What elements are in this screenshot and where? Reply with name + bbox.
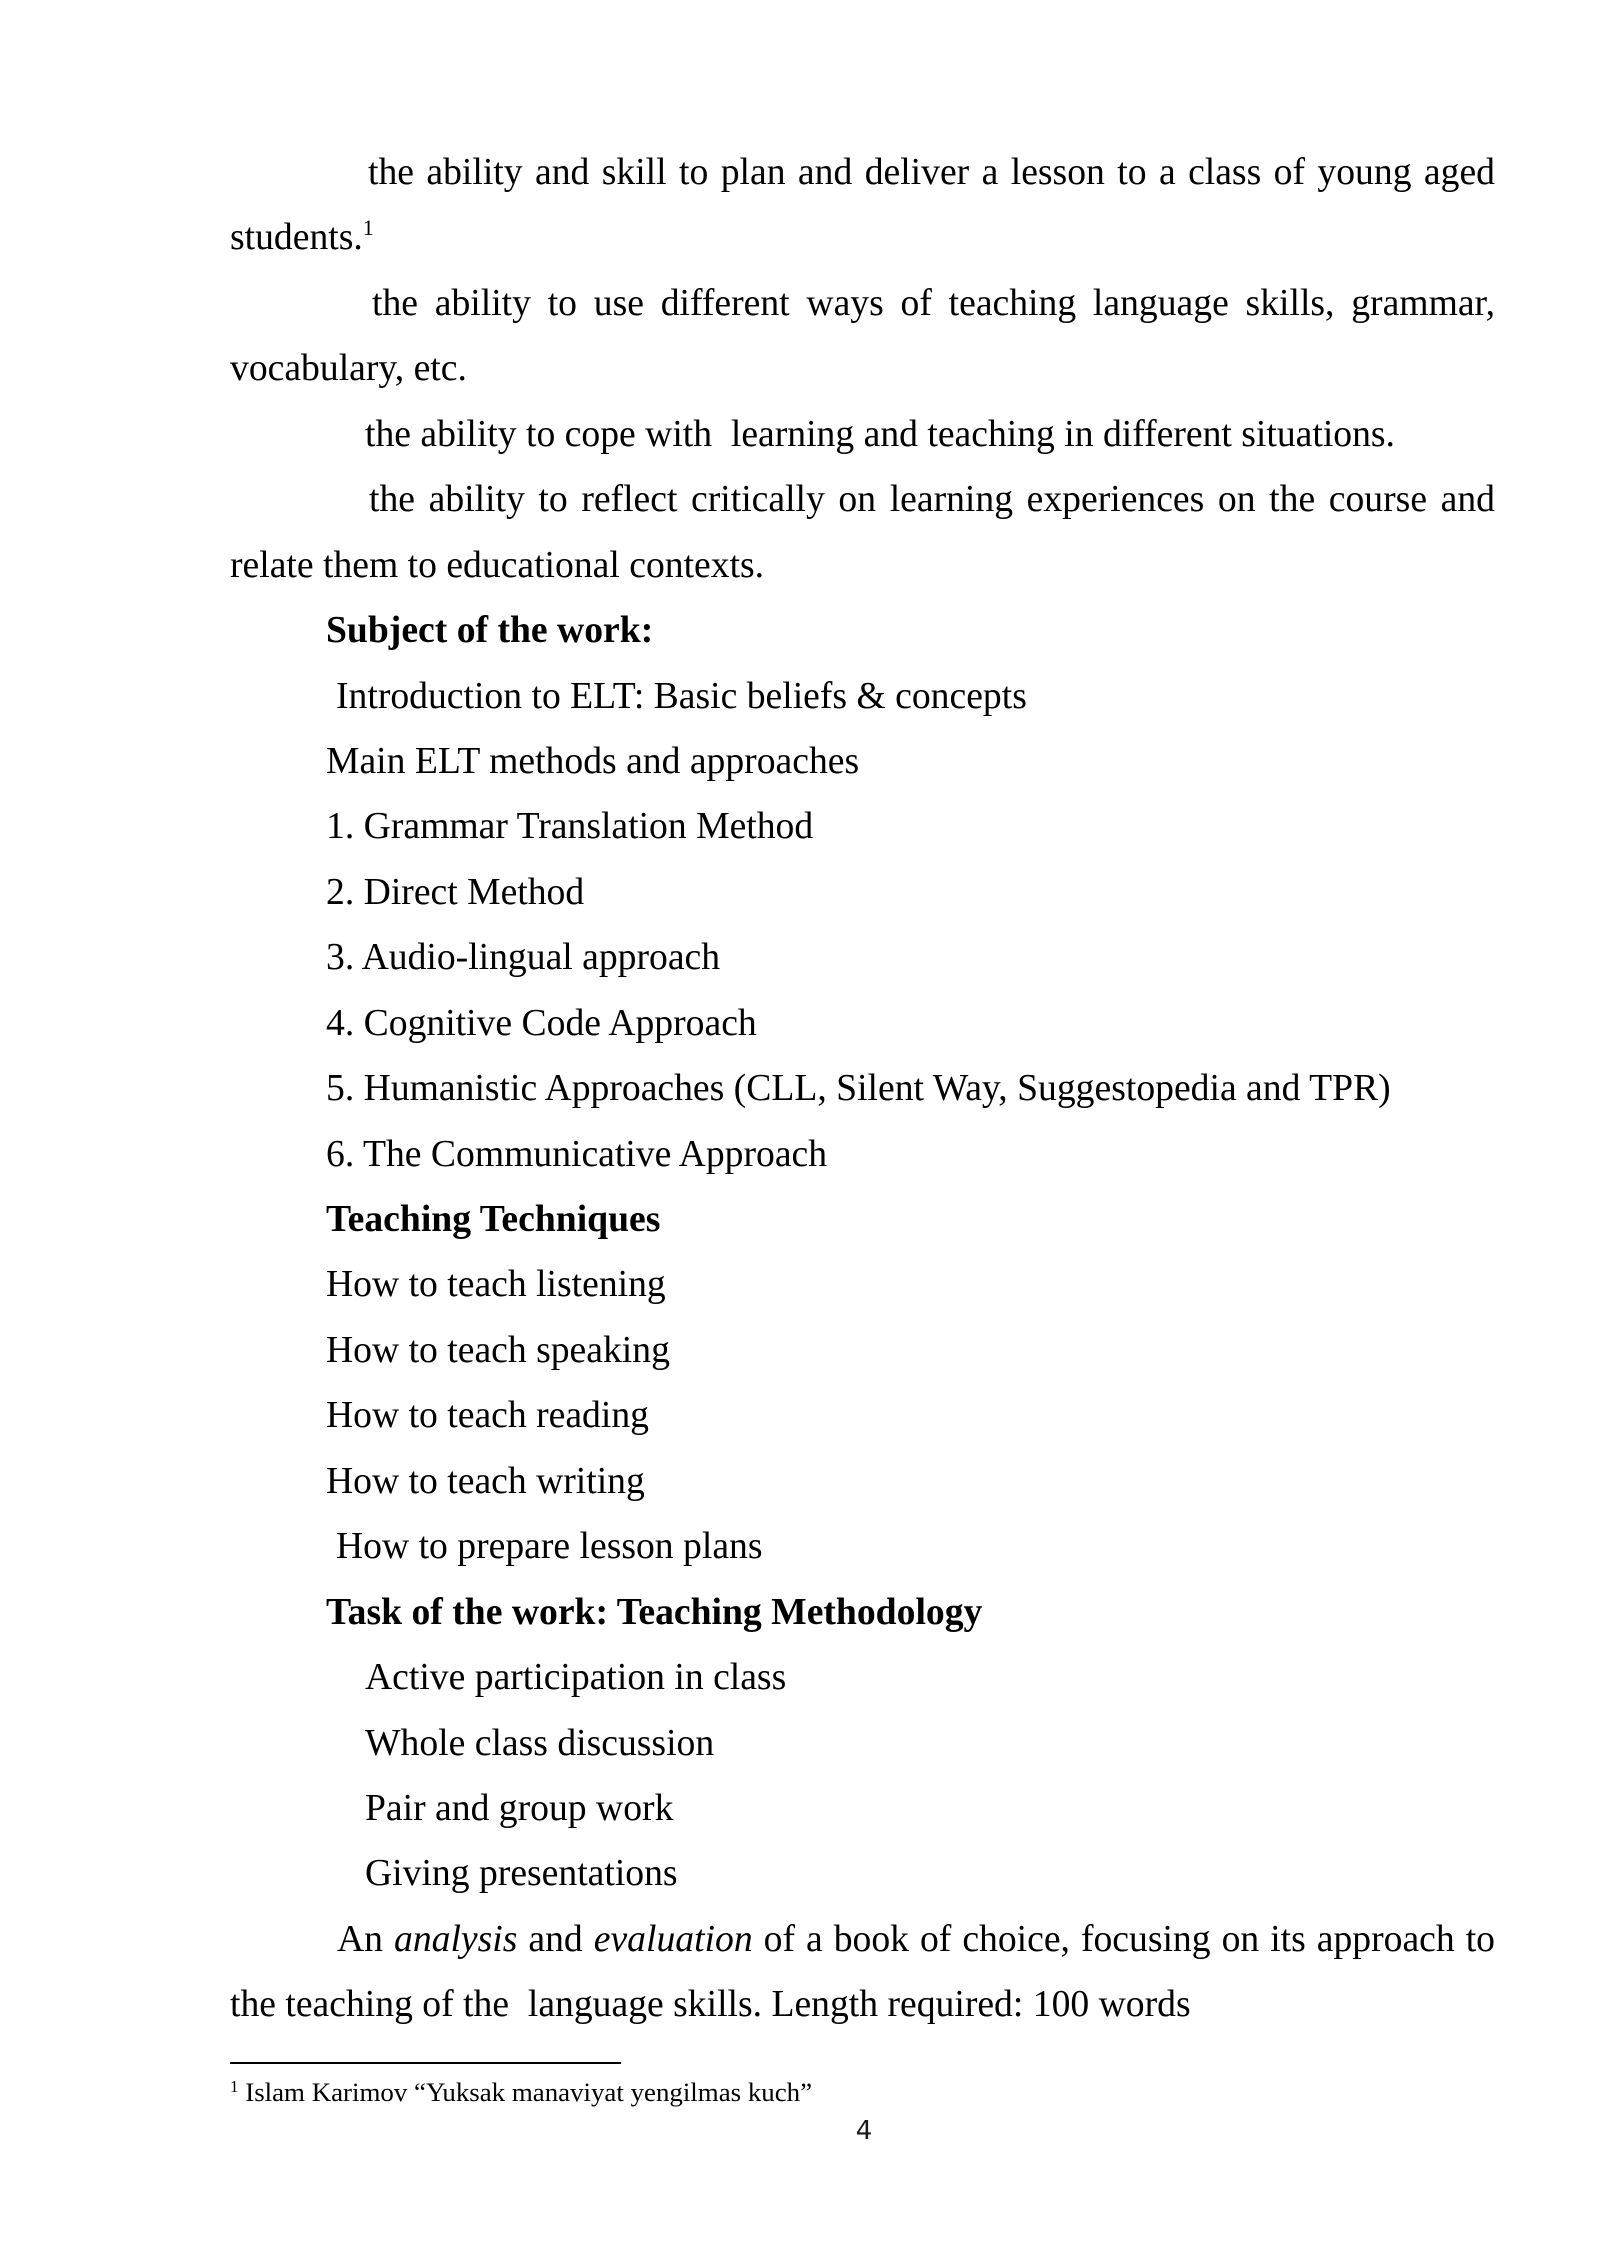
intro-item-1-line-2-text: students. [230, 216, 363, 259]
assignment-line-2: the teaching of the language skills. Length required: 100 words [230, 1983, 1191, 2026]
method-item: 5. Humanistic Approaches (CLL, Silent Way, Suggestopedia and TPR) [326, 1067, 1391, 1110]
subject-heading: Subject of the work: [326, 609, 654, 652]
page-body [230, 140, 1495, 2038]
method-item: 6. The Communicative Approach [326, 1132, 828, 1175]
method-item: 1. Grammar Translation Method [326, 805, 814, 848]
technique-item: How to teach writing [326, 1459, 645, 1502]
method-item: 4. Cognitive Code Approach [326, 1001, 757, 1044]
intro-item-1-line-2 [230, 205, 1495, 270]
intro-item-2-line-2: vocabulary, etc. [230, 347, 467, 390]
technique-item: How to prepare lesson plans [336, 1525, 763, 1568]
technique-item: How to teach speaking [326, 1328, 670, 1371]
assignment-start: An [337, 1917, 384, 1960]
technique-item: How to teach reading [326, 1394, 649, 1437]
task-item: Active participation in class [365, 1656, 787, 1699]
method-item: 2. Direct Method [326, 870, 585, 913]
footnote-ref: 1 [362, 215, 374, 241]
intro-item-2-line-1: the ability to use different ways of teaching language skills, grammar, [372, 281, 1495, 324]
assignment-line-1 [230, 1907, 1495, 1972]
techniques-heading: Teaching Techniques [326, 1198, 661, 1240]
footnote-marker: 1 [230, 2077, 239, 2096]
intro-item-1-line-1: the ability and skill to plan and deliver a lesson to a class of young aged [368, 151, 1495, 193]
method-item: 3. Audio-lingual approach [326, 936, 721, 979]
footnote-separator [230, 2062, 621, 2064]
intro-item-4-line-1: the ability to reflect critically on learning experiences on the course and [369, 478, 1495, 521]
footnote [230, 2076, 1495, 2108]
intro-item-4-line-2: relate them to educational contexts. [230, 543, 765, 586]
methods-heading: Main ELT methods and approaches [326, 739, 860, 782]
subject-intro: Introduction to ELT: Basic beliefs & concepts [336, 674, 1027, 717]
task-item: Whole class discussion [365, 1721, 715, 1764]
assignment-term-evaluation: evaluation [593, 1917, 753, 1960]
page-number: 4 [855, 2116, 873, 2146]
assignment-end: of a book of choice, focusing on its approach to [763, 1917, 1495, 1960]
assignment-connector: and [528, 1917, 583, 1960]
intro-item-3-line-1: the ability to cope with learning and teaching in different situations. [365, 412, 1395, 455]
technique-item: How to teach listening [326, 1263, 666, 1306]
task-item: Pair and group work [365, 1786, 674, 1829]
task-heading: Task of the work: Teaching Methodology [326, 1590, 983, 1633]
task-item: Giving presentations [365, 1852, 678, 1895]
footnote-text: Islam Karimov “Yuksak manaviyat yengilmas kuch” [245, 2077, 813, 2107]
assignment-term-analysis: analysis [394, 1917, 518, 1960]
